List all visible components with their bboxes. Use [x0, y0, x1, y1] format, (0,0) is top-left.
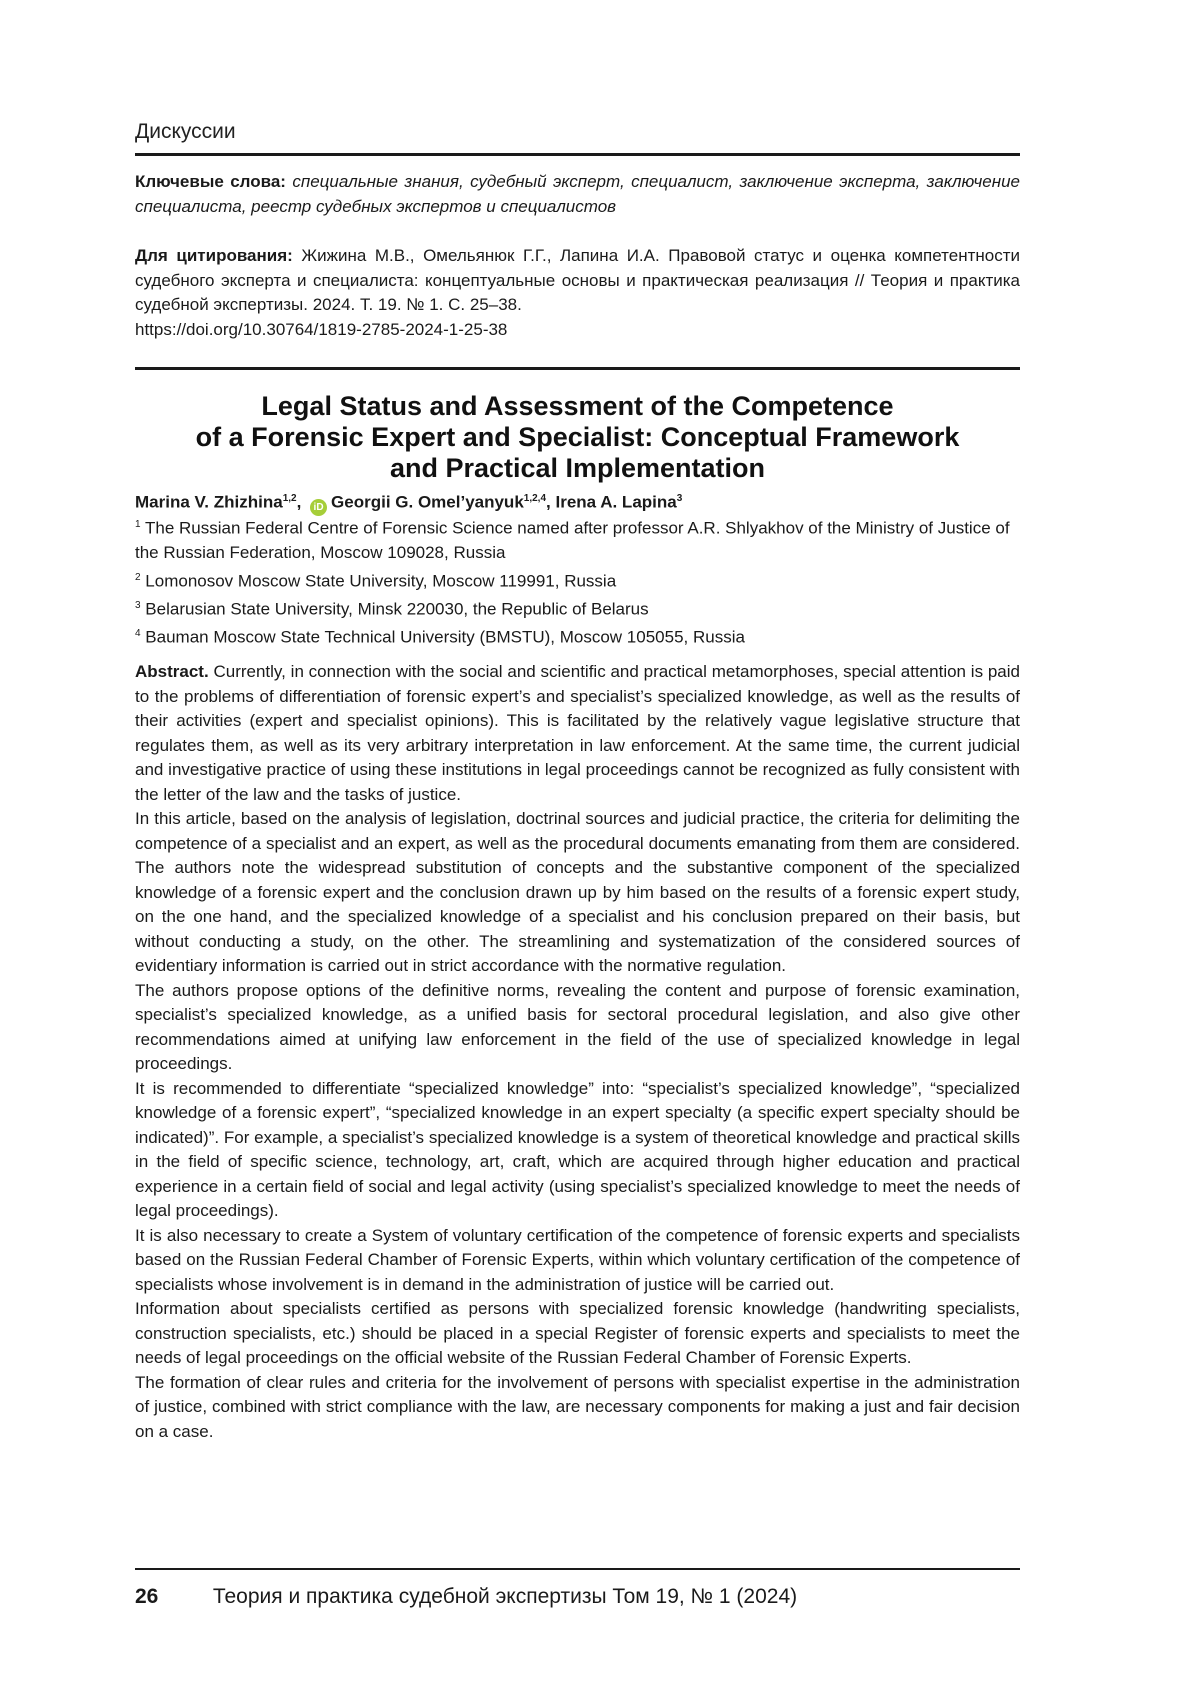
keywords-text: специальные знания, судебный эксперт, специалист, заключение эксперта, заключение специалиста, реестр судебных экспертов и специалистов: [135, 172, 1020, 216]
article-title: [135, 391, 1020, 484]
section-label: Дискуссии: [135, 120, 236, 143]
title-line: of a Forensic Expert and Specialist: Conceptual Framework: [195, 422, 960, 452]
affiliation-num: 3: [135, 599, 141, 611]
affiliation-item: [135, 513, 1020, 566]
header-rule: [135, 153, 1020, 156]
citation: [135, 244, 1020, 342]
abstract-paragraph: It is also necessary to create a System of voluntary certification of the competence of forensic experts and specialists based on the Russian Federal Chamber of Forensic Experts, within which voluntary certification of the competence of specialists whose involvement is in demand in the administration of justice will be carried out.: [135, 1225, 1020, 1294]
author-affil-sup: 1,2,4: [523, 493, 547, 504]
author-name: Irena A. Lapina: [555, 492, 677, 512]
affiliation-item: [135, 594, 1020, 622]
author-name: Marina V. Zhizhina: [135, 492, 283, 512]
affiliation-num: 1: [135, 519, 141, 530]
abstract-paragraph: Information about specialists certified as persons with specialized forensic knowledge (handwriting specialists, construction specialists, etc.) should be placed in a special Register of forensic experts and specialists to meet the needs of legal proceedings on the official website of the Russian Federal Chamber of Forensic Experts.: [135, 1299, 1020, 1367]
affiliation-text: Lomonosov Moscow State University, Moscow 119991, Russia: [145, 571, 617, 591]
authors: [135, 487, 1020, 516]
affiliation-num: 4: [135, 627, 141, 639]
abstract-label: Abstract.: [135, 662, 209, 681]
page-number: 26: [135, 1585, 159, 1608]
author-separator: ,: [296, 492, 307, 512]
affiliation-item: [135, 566, 1020, 594]
doi-link[interactable]: https://doi.org/10.30764/1819-2785-2024-1-25-38: [135, 319, 508, 339]
abstract-paragraph: The formation of clear rules and criteria for the involvement of persons with specialist expertise in the administration of justice, combined with strict compliance with the law, are necessary components for making a just and fair decision on a case.: [135, 1372, 1020, 1441]
affiliation-text: The Russian Federal Centre of Forensic Science named after professor A.R. Shlyakhov of the Ministry of Justice of the Russian Federation, Moscow 109028, Russia: [135, 518, 1010, 563]
author-affil-sup: 1,2: [282, 493, 297, 504]
keywords: [135, 170, 1020, 219]
abstract-paragraph: In this article, based on the analysis of legislation, doctrinal sources and judicial practice, the criteria for delimiting the competence of a specialist and an expert, as well as the procedural documents emanating from them are considered. The authors note the widespread substitution of concepts and the substantive component of the specialized knowledge of a forensic expert and the conclusion drawn up by him based on the results of a forensic expert study, on the one hand, and the specialized knowledge of a specialist and his conclusion prepared on their basis, but without conducting a study, on the other. The streamlining and systematization of the considered sources of evidentiary information is carried out in strict accordance with the normative regulation.: [135, 809, 1020, 975]
author-affil-sup: 3: [676, 493, 683, 504]
affiliation-num: 2: [135, 571, 141, 583]
title-line: and Practical Implementation: [389, 453, 766, 483]
affiliation-item: [135, 622, 1020, 650]
author-separator: ,: [546, 492, 556, 512]
title-line: Legal Status and Assessment of the Competence: [261, 391, 894, 421]
abstract: [135, 660, 1020, 1444]
keywords-label: Ключевые слова:: [135, 172, 286, 191]
affiliations: [135, 513, 1020, 650]
orcid-icon[interactable]: iD: [310, 499, 327, 516]
abstract-paragraph: It is recommended to differentiate “specialized knowledge” into: “specialist’s specialized knowledge”, “specialized knowledge of a forensic expert”, “specialized knowledge in an expert specialty (a specific expert specialty should be indicated)”. For example, a specialist’s specialized knowledge is a system of theoretical knowledge and practical skills in the field of specific science, technology, art, craft, which are acquired through higher education and practical experience in a certain field of social and legal activity (using specialist’s specialized knowledge to meet the needs of legal proceedings).: [135, 1078, 1020, 1220]
abstract-text: Currently, in connection with the social and scientific and practical metamorphoses, special attention is paid to the problems of differentiation of forensic expert’s and specialist’s specialized knowledge, as well as the results of their activities (expert and specialist opinions). This is facilitated by the relatively vague legislative structure that regulates them, as well as its very arbitrary interpretation in law enforcement. At the same time, the current judicial and investigative practice of using these institutions in legal proceedings cannot be recognized as fully consistent with the letter of the law and the tasks of justice.: [135, 662, 1020, 804]
citation-label: Для цитирования:: [135, 246, 293, 265]
author-name: Georgii G. Omel’yanyuk: [331, 492, 524, 512]
abstract-paragraph: The authors propose options of the definitive norms, revealing the content and purpose of forensic examination, specialist’s specialized knowledge, as a unified basis for sectoral procedural legislation, and also give other recommendations aimed at unifying law enforcement in the field of the use of specialized knowledge in legal proceedings.: [135, 980, 1020, 1073]
abstract-paragraph: [135, 660, 1020, 807]
footer-rule: [135, 1568, 1020, 1570]
journal-name: Теория и практика судебной экспертизы Том 19, № 1 (2024): [212, 1585, 798, 1608]
section-rule: [135, 367, 1020, 370]
citation-text: Жижина М.В., Омельянюк Г.Г., Лапина И.А. Правовой статус и оценка компетентности судебного эксперта и специалиста: концептуальные основы и практическая реализация // Теория и практика судебной экспертизы. 2024. Т. 19. № 1. С. 25–38.: [135, 246, 1020, 314]
footer: [135, 1585, 1020, 1609]
affiliation-text: Belarusian State University, Minsk 220030, the Republic of Belarus: [145, 599, 649, 619]
affiliation-text: Bauman Moscow State Technical University (BMSTU), Moscow 105055, Russia: [145, 627, 745, 647]
